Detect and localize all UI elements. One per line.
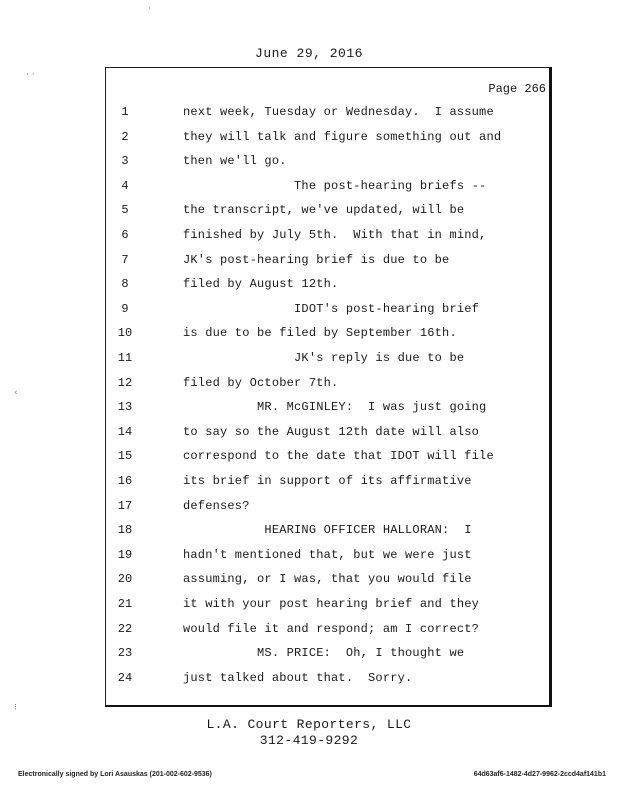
footer-company: L.A. Court Reporters, LLC [206,717,412,732]
line-text: its brief in support of its affirmative [183,474,472,488]
line-text: MS. PRICE: Oh, I thought we [183,646,465,661]
line-number: 23 [117,646,133,661]
line-text: MR. McGINLEY: I was just going [183,400,487,415]
line-text: the transcript, we've updated, will be [183,203,465,218]
line-number: 6 [121,228,129,242]
line-text: filed by August 12th. [183,277,339,292]
line-number: 9 [121,301,129,316]
footer-phone: 312-419-9292 [259,733,359,748]
line-text: filed by October 7th. [183,375,339,390]
scan-speck: · · [26,70,35,80]
line-number: 5 [121,203,129,218]
line-number: 21 [117,597,133,611]
line-text: hadn't mentioned that, but we were just [183,547,472,562]
line-number: 18 [117,523,133,538]
line-text: JK's post-hearing brief is due to be [183,252,450,267]
line-text: would file it and respond; am I correct? [183,621,480,636]
line-text: defenses? [183,498,250,513]
line-number: 11 [117,351,133,365]
line-text: JK's reply is due to be [183,351,465,365]
line-text: assuming, or I was, that you would file [183,572,472,587]
line-number: 19 [117,547,133,562]
line-number: 10 [117,326,133,341]
page-number: Page 266 [488,82,546,96]
line-number: 12 [117,375,133,390]
line-number: 8 [121,277,129,292]
line-text: is due to be filed by September 16th. [183,326,457,341]
line-number: 1 [121,105,129,119]
line-number: 14 [117,424,133,439]
signature-left: Electronically signed by Lori Asauskas (201-002-602-9536) [18,771,212,778]
line-number: 17 [117,498,133,513]
line-text: just talked about that. Sorry. [183,670,413,685]
line-text: it with your post hearing brief and they [183,597,480,611]
line-text: finished by July 5th. With that in mind, [183,228,487,242]
scan-speck: ‹ [14,388,18,398]
line-text: then we'll go. [183,154,287,169]
line-text: to say so the August 12th date will also [183,424,480,439]
line-text: The post-hearing briefs -- [183,178,487,193]
line-number: 2 [121,129,129,144]
scan-speck: ⁝ [14,703,17,713]
line-number: 15 [117,449,133,464]
line-text: correspond to the date that IDOT will file [183,449,494,464]
scan-speck: · [148,4,151,14]
line-text: next week, Tuesday or Wednesday. I assume [183,105,494,119]
line-text: HEARING OFFICER HALLORAN: I [183,523,472,538]
signature-right: 64d63af6-1482-4d27-9962-2ccd4af141b1 [473,771,606,778]
line-number: 7 [121,252,129,267]
line-text: IDOT's post-hearing brief [183,301,480,316]
line-number: 3 [121,154,129,169]
line-number: 24 [117,670,133,685]
line-number: 4 [121,178,129,193]
line-number: 16 [117,474,133,488]
line-number: 20 [117,572,133,587]
line-text: they will talk and figure something out and [183,129,502,144]
line-number: 22 [117,621,133,636]
line-number: 13 [117,400,133,415]
page-header-date: June 29, 2016 [255,46,363,61]
